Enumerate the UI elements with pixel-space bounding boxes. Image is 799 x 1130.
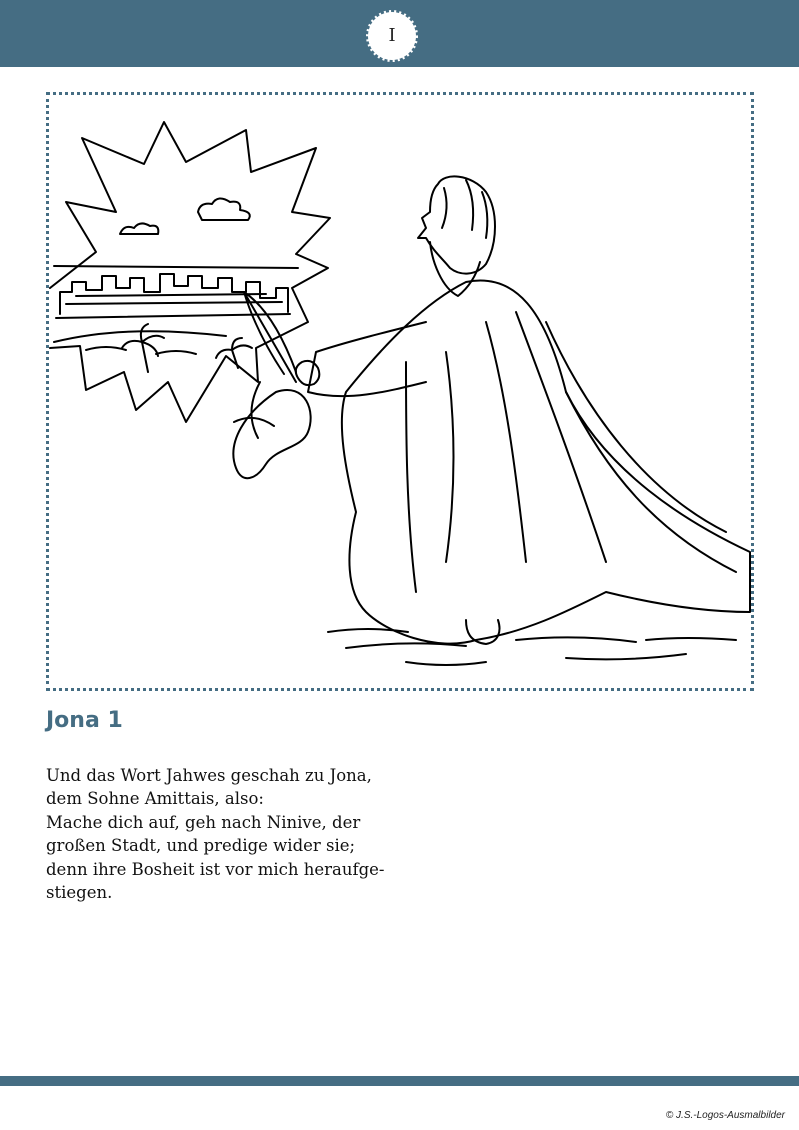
- jonah-illustration: [46, 92, 754, 691]
- verse-line: großen Stadt, und predige wider sie;: [46, 836, 356, 856]
- city-walls: [56, 294, 290, 318]
- jonah-sleeve: [308, 322, 426, 396]
- page-number-badge: [365, 9, 419, 63]
- verse-line: stiegen.: [46, 883, 113, 903]
- jonah-hair: [442, 180, 487, 238]
- cloud: [198, 198, 250, 220]
- copyright-notice: © J.S.-Logos-Ausmalbilder: [665, 1110, 785, 1121]
- verse-text: [46, 764, 392, 904]
- chapter-title: Jona 1: [46, 708, 123, 733]
- cloud: [120, 223, 158, 234]
- footer-bar: [0, 1076, 799, 1086]
- verse-line: Und das Wort Jahwes geschah zu Jona,: [46, 766, 372, 785]
- verse-line: denn ihre Bosheit ist vor mich heraufge-: [46, 859, 385, 879]
- horizon: [54, 266, 298, 268]
- verse-line: dem Sohne Amittais, also:: [46, 789, 264, 809]
- jonah-robe: [342, 280, 750, 643]
- jonah-hand: [296, 361, 320, 385]
- scroll: [233, 390, 310, 478]
- ground: [328, 629, 736, 665]
- jonah-head: [418, 176, 495, 273]
- robe-folds: [406, 312, 736, 592]
- page-number: I: [388, 25, 396, 46]
- vision-burst: [50, 122, 330, 422]
- verse-line: Mache dich auf, geh nach Ninive, der: [46, 812, 361, 832]
